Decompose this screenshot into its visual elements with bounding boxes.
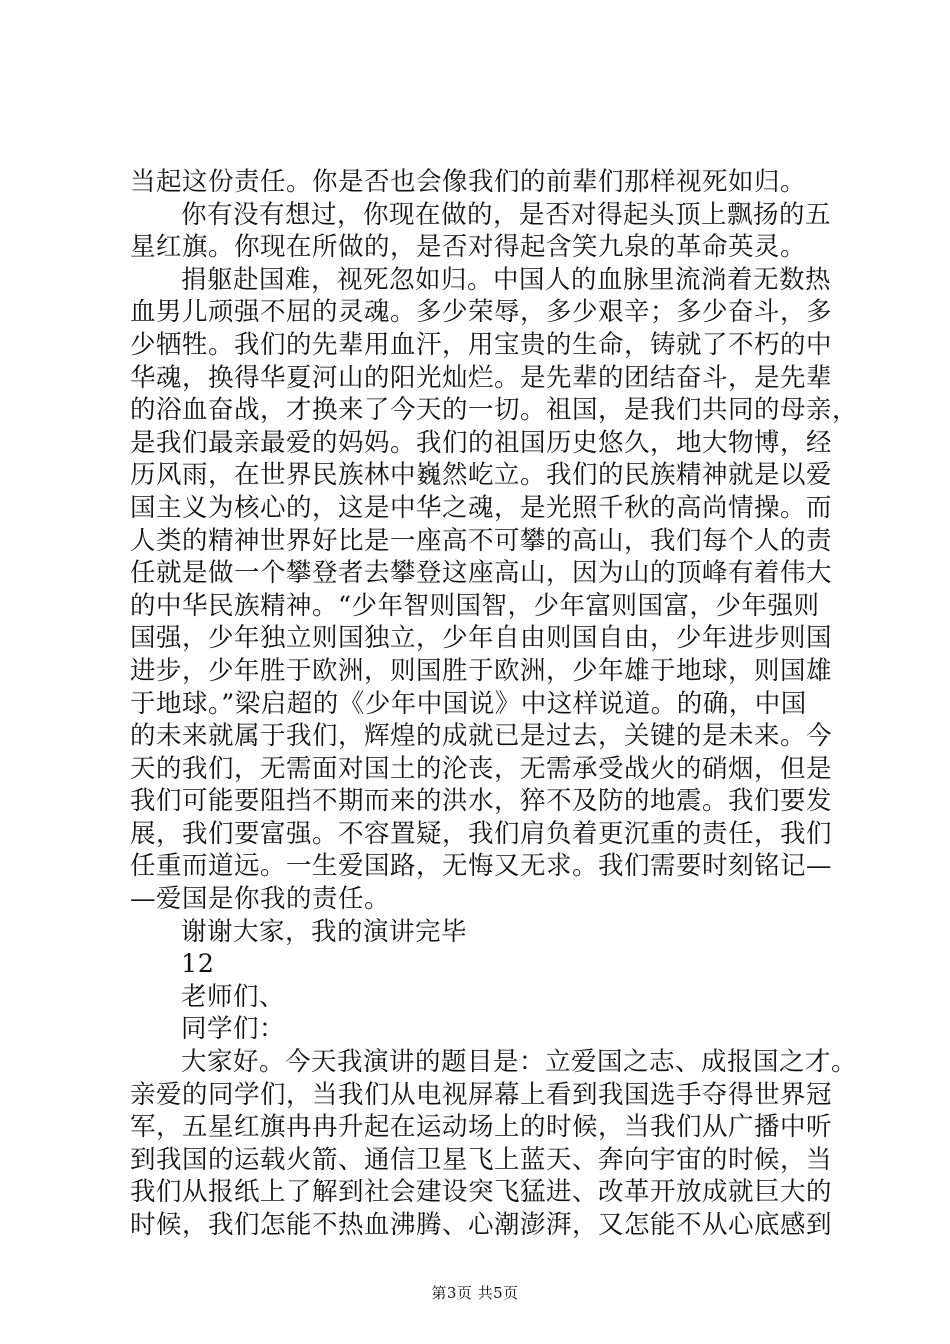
text-line: 华魂，换得华夏河山的阳光灿烂。是先辈的团结奋斗，是先辈 [130,362,833,393]
page-footer [0,1283,950,1303]
text-line: 星红旗。你现在所做的，是否对得起含笑九泉的革命英灵。 [130,232,807,263]
text-line: 大家好。今天我演讲的题目是：立爱国之志、成报国之才。 [181,1047,858,1078]
text-line: 12 [181,949,215,980]
text-line: 捐躯赴国难，视死忽如归。中国人的血脉里流淌着无数热 [181,264,832,295]
text-line: 谢谢大家，我的演讲完毕 [181,916,468,947]
text-line: 任重而道远。一生爱国路，无悔又无求。我们需要时刻铭记— [130,851,833,882]
text-line: 人类的精神世界好比是一座高不可攀的高山，我们每个人的责 [130,525,833,556]
text-line: 时候，我们怎能不热血沸腾、心潮澎湃，又怎能不从心底感到 [130,1210,833,1240]
text-line: 你有没有想过，你现在做的，是否对得起头顶上飘扬的五 [181,199,832,230]
text-line: 国强，少年独立则国独立，少年自由则国自由，少年进步则国 [130,623,833,654]
text-line: 国主义为核心的，这是中华之魂，是光照千秋的高尚情操。而 [130,492,833,523]
text-line: 的中华民族精神。“少年智则国智，少年富则国富，少年强则 [130,590,820,621]
text-line: 我们从报纸上了解到社会建设突飞猛进、改革开放成就巨大的 [130,1177,833,1208]
text-line: 军，五星红旗冉冉升起在运动场上的时候，当我们从广播中听 [130,1112,833,1143]
text-line: 的浴血奋战，才换来了今天的一切。祖国，是我们共同的母亲， [130,395,859,426]
text-line: 到我国的运载火箭、通信卫星飞上蓝天、奔向宇宙的时候，当 [130,1144,833,1175]
text-line: 的未来就属于我们，辉煌的成就已是过去，关键的是未来。今 [130,721,833,752]
text-line: 血男儿顽强不屈的灵魂。多少荣辱，多少艰辛；多少奋斗，多 [130,297,833,328]
text-line: 于地球。”梁启超的《少年中国说》中这样说道。的确，中国 [130,688,807,719]
text-line: 当起这份责任。你是否也会像我们的前辈们那样视死如归。 [130,167,807,197]
text-line: 同学们： [181,1014,286,1045]
document-body [130,166,859,1242]
text-line: 展，我们要富强。不容置疑，我们肩负着更沉重的责任，我们 [130,818,833,849]
text-line: 少牺牲。我们的先辈用血汗，用宝贵的生命，铸就了不朽的中 [130,329,833,360]
text-line: —爱国是你我的责任。 [130,884,391,915]
text-line: 进步，少年胜于欧洲，则国胜于欧洲，少年雄于地球，则国雄 [130,655,833,686]
text-line: 天的我们，无需面对国土的沦丧，无需承受战火的硝烟，但是 [130,753,833,784]
text-line: 老师们、 [181,981,286,1012]
text-line: 任就是做一个攀登者去攀登这座高山，因为山的顶峰有着伟大 [130,558,833,589]
text-line: 我们可能要阻挡不期而来的洪水，猝不及防的地震。我们要发 [130,786,833,817]
page-number-label: 第3页 共5页 [431,1284,519,1302]
text-line: 是我们最亲最爱的妈妈。我们的祖国历史悠久，地大物博，经 [130,427,833,458]
text-line: 历风雨，在世界民族林中巍然屹立。我们的民族精神就是以爱 [130,460,833,491]
text-line: 亲爱的同学们，当我们从电视屏幕上看到我国选手夺得世界冠 [130,1079,833,1110]
